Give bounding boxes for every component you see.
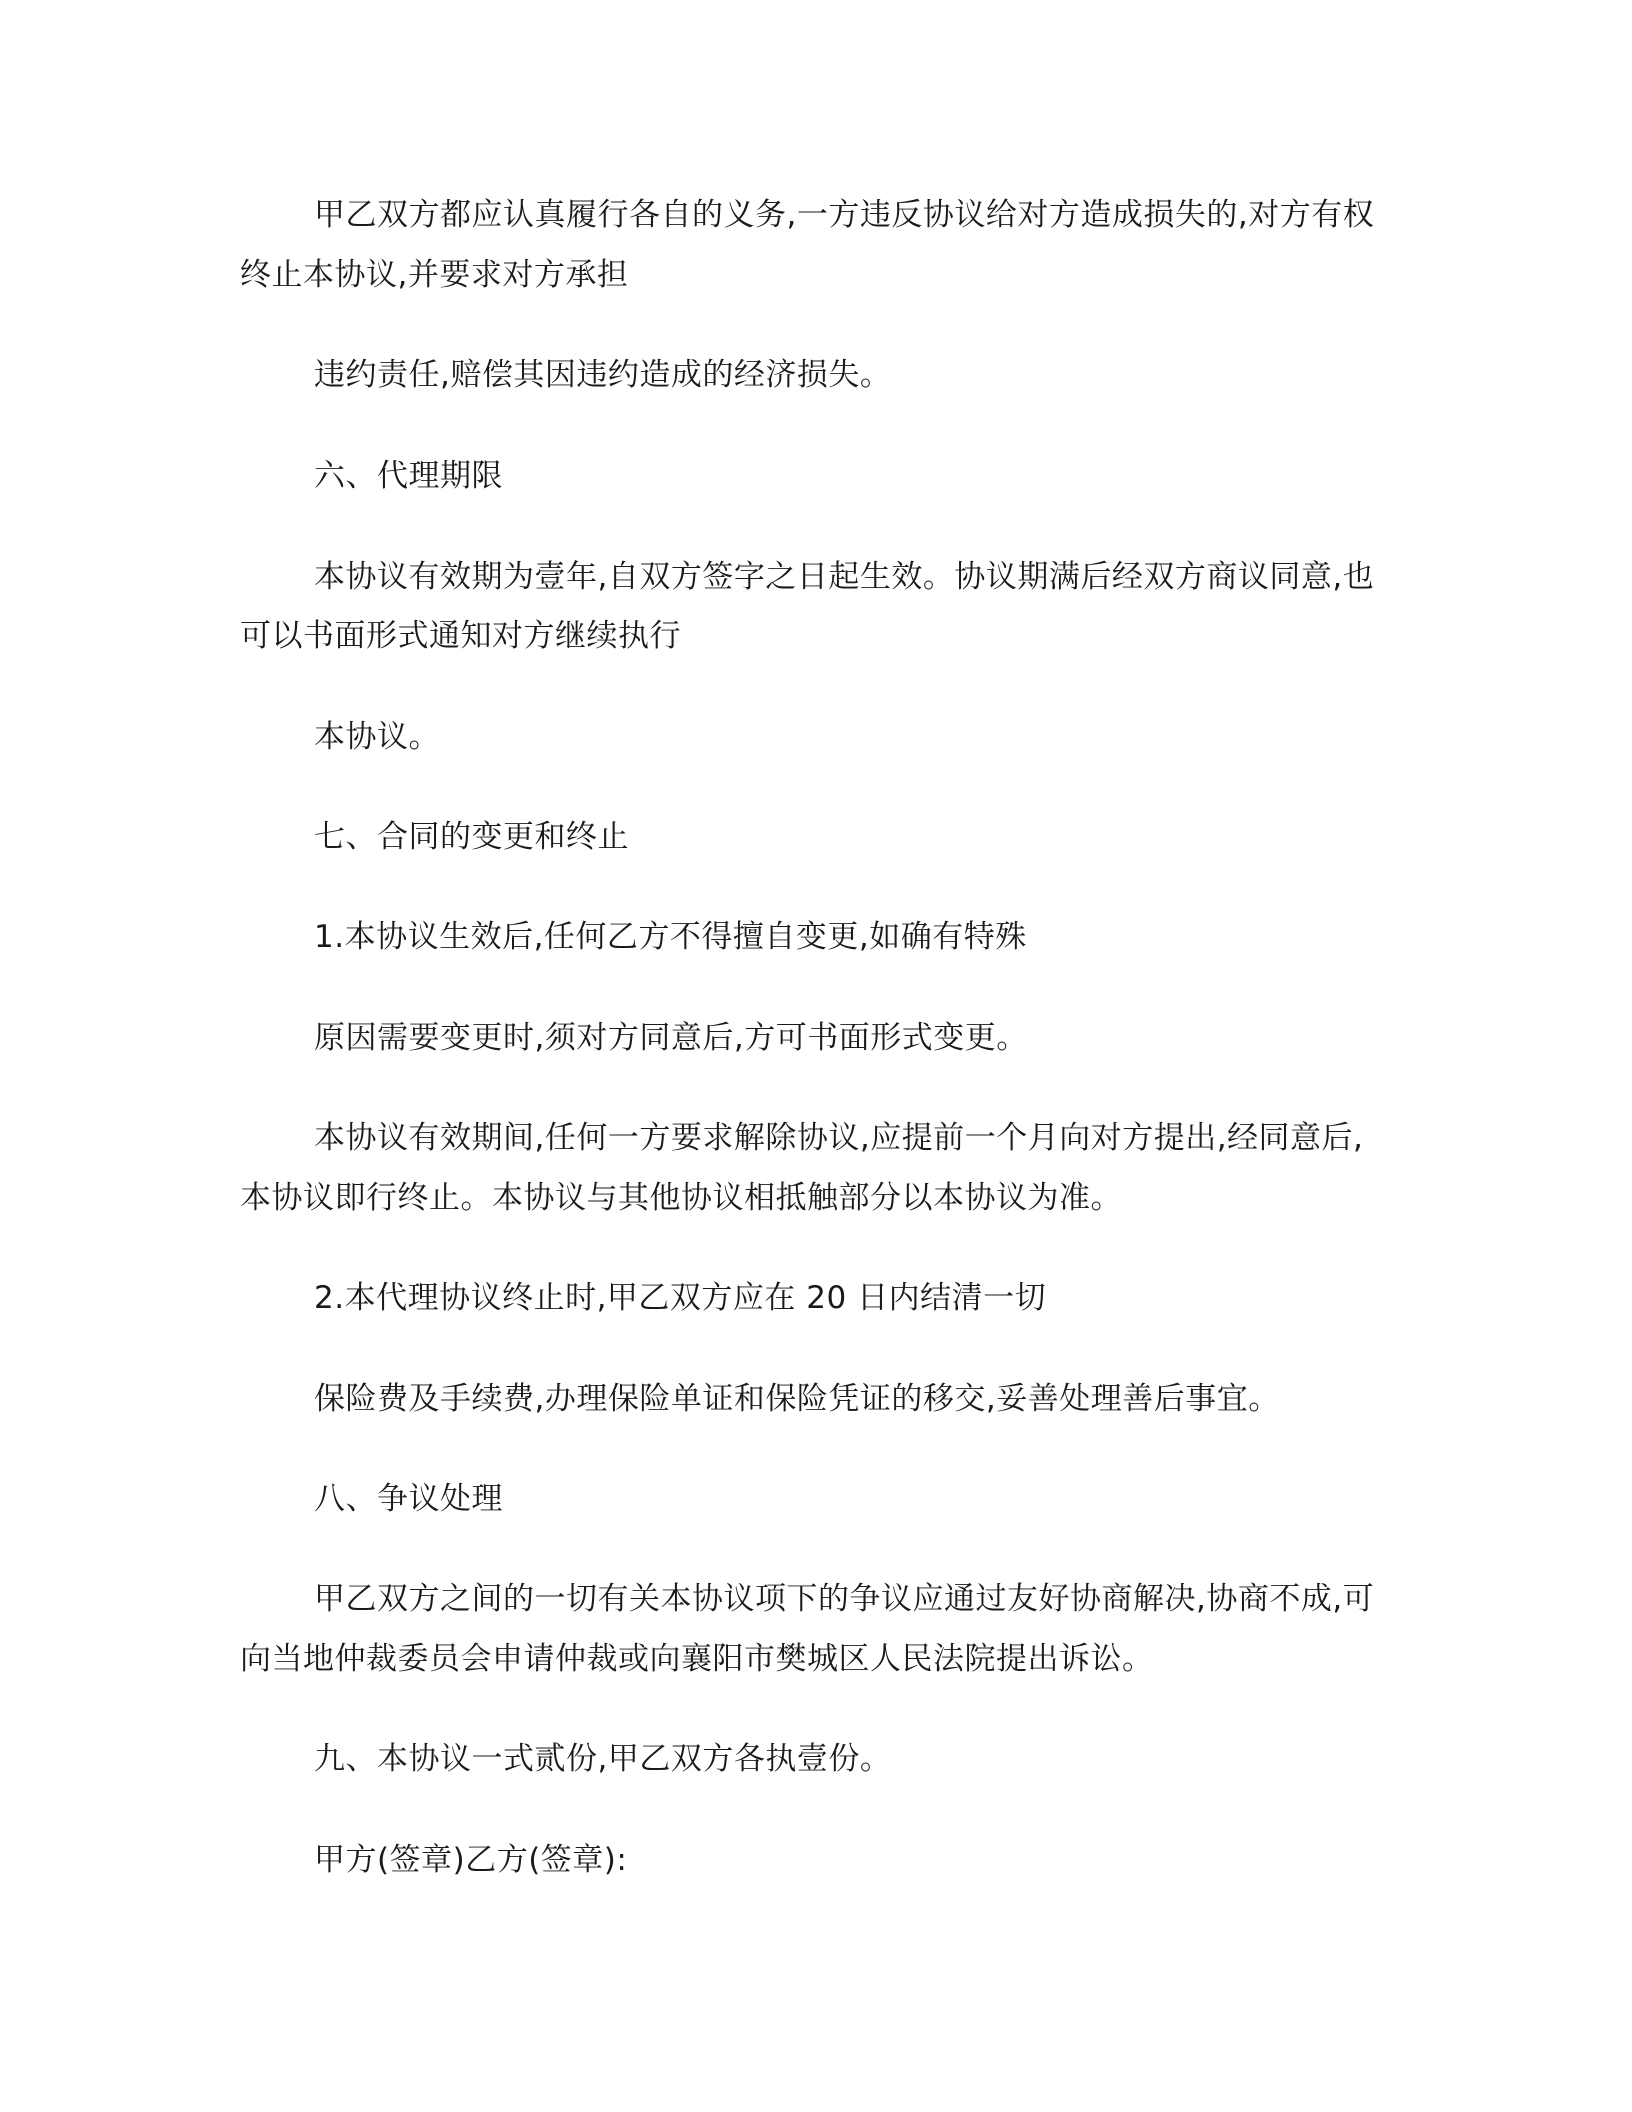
paragraph-6-line-2: 向当地仲裁委员会申请仲裁或向襄阳市樊城区人民法院提出诉讼。 xyxy=(240,1641,1154,1677)
paragraph-1-line-1: 甲乙双方都应认真履行各自的义务,一方违反协议给对方造成损失的,对方有权 xyxy=(314,197,1375,233)
paragraph-3-line-2: 可以书面形式通知对方继续执行 xyxy=(240,618,681,654)
clause-7-2-continued: 保险费及手续费,办理保险单证和保险凭证的移交,妥善处理善后事宜。 xyxy=(314,1381,1280,1417)
clause-7-1-continued: 原因需要变更时,须对方同意后,方可书面形式变更。 xyxy=(314,1020,1028,1056)
paragraph-5-line-1: 本协议有效期间,任何一方要求解除协议,应提前一个月向对方提出,经同意后, xyxy=(314,1120,1364,1156)
paragraph-6-line-1: 甲乙双方之间的一切有关本协议项下的争议应通过友好协商解决,协商不成,可 xyxy=(314,1581,1375,1617)
section-heading-8: 八、争议处理 xyxy=(314,1481,503,1517)
section-heading-6: 六、代理期限 xyxy=(314,458,503,494)
paragraph-5-line-2: 本协议即行终止。本协议与其他协议相抵触部分以本协议为准。 xyxy=(240,1180,1122,1216)
signature-line: 甲方(签章)乙方(签章): xyxy=(314,1842,628,1878)
paragraph-1-line-2: 终止本协议,并要求对方承担 xyxy=(240,257,629,293)
section-heading-7: 七、合同的变更和终止 xyxy=(314,819,629,855)
paragraph-2: 违约责任,赔偿其因违约造成的经济损失。 xyxy=(314,357,892,393)
clause-7-2: 2.本代理协议终止时,甲乙双方应在 20 日内结清一切 xyxy=(314,1280,1047,1316)
clause-7-1: 1.本协议生效后,任何乙方不得擅自变更,如确有特殊 xyxy=(314,919,1027,955)
section-heading-9: 九、本协议一式贰份,甲乙双方各执壹份。 xyxy=(314,1741,892,1777)
paragraph-3-line-1: 本协议有效期为壹年,自双方签字之日起生效。协议期满后经双方商议同意,也 xyxy=(314,559,1375,595)
paragraph-4: 本协议。 xyxy=(314,719,440,755)
